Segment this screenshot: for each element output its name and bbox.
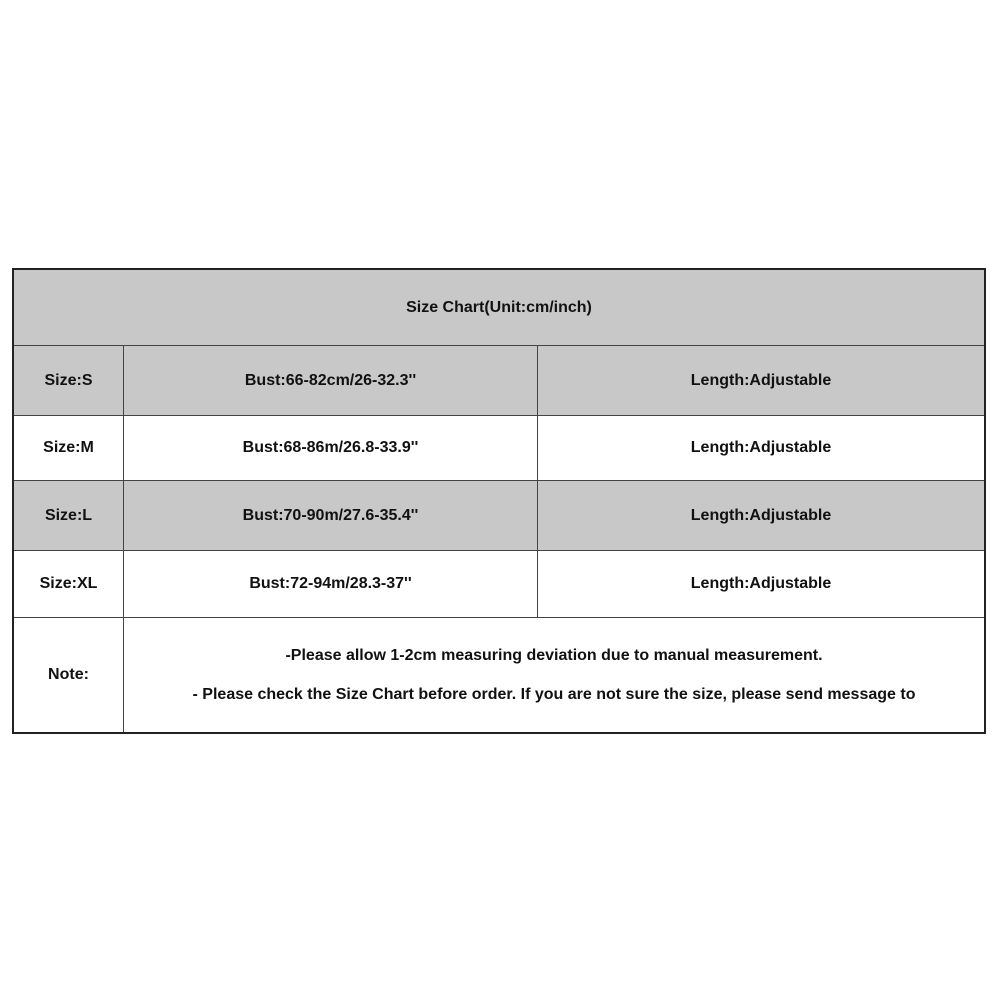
bust-cell: Bust:68-86m/26.8-33.9'' [124, 416, 538, 480]
length-cell: Length:Adjustable [690, 575, 832, 592]
note-content [124, 618, 984, 732]
bust-cell: Bust:72-94m/28.3-37'' [124, 551, 538, 617]
bust-cell: Bust:66-82cm/26-32.3'' [124, 346, 538, 415]
note-row [14, 618, 984, 732]
note-line-deviation: -Please allow 1-2cm measuring deviation due to manual measurement. [285, 646, 823, 664]
length-cell: Length:Adjustable [690, 506, 832, 524]
size-cell: Size:L [14, 481, 124, 550]
length-cell: Length:Adjustable [690, 371, 832, 389]
size-cell: Size:XL [14, 551, 124, 617]
length-cell: Length:Adjustable [690, 439, 832, 456]
table-row [14, 416, 984, 481]
size-chart-title: Size Chart(Unit:cm/inch) [406, 298, 592, 316]
bust-cell: Bust:70-90m/27.6-35.4'' [124, 481, 538, 550]
size-cell: Size:M [14, 416, 124, 480]
note-line-check-chart: - Please check the Size Chart before order. If you are not sure the size, please send message to [192, 685, 916, 703]
size-cell: Size:S [14, 346, 124, 415]
table-row [14, 481, 984, 551]
note-label: Note: [14, 618, 124, 732]
size-chart-table [12, 268, 986, 734]
table-row [14, 551, 984, 618]
title-row [14, 270, 984, 346]
table-row [14, 346, 984, 416]
